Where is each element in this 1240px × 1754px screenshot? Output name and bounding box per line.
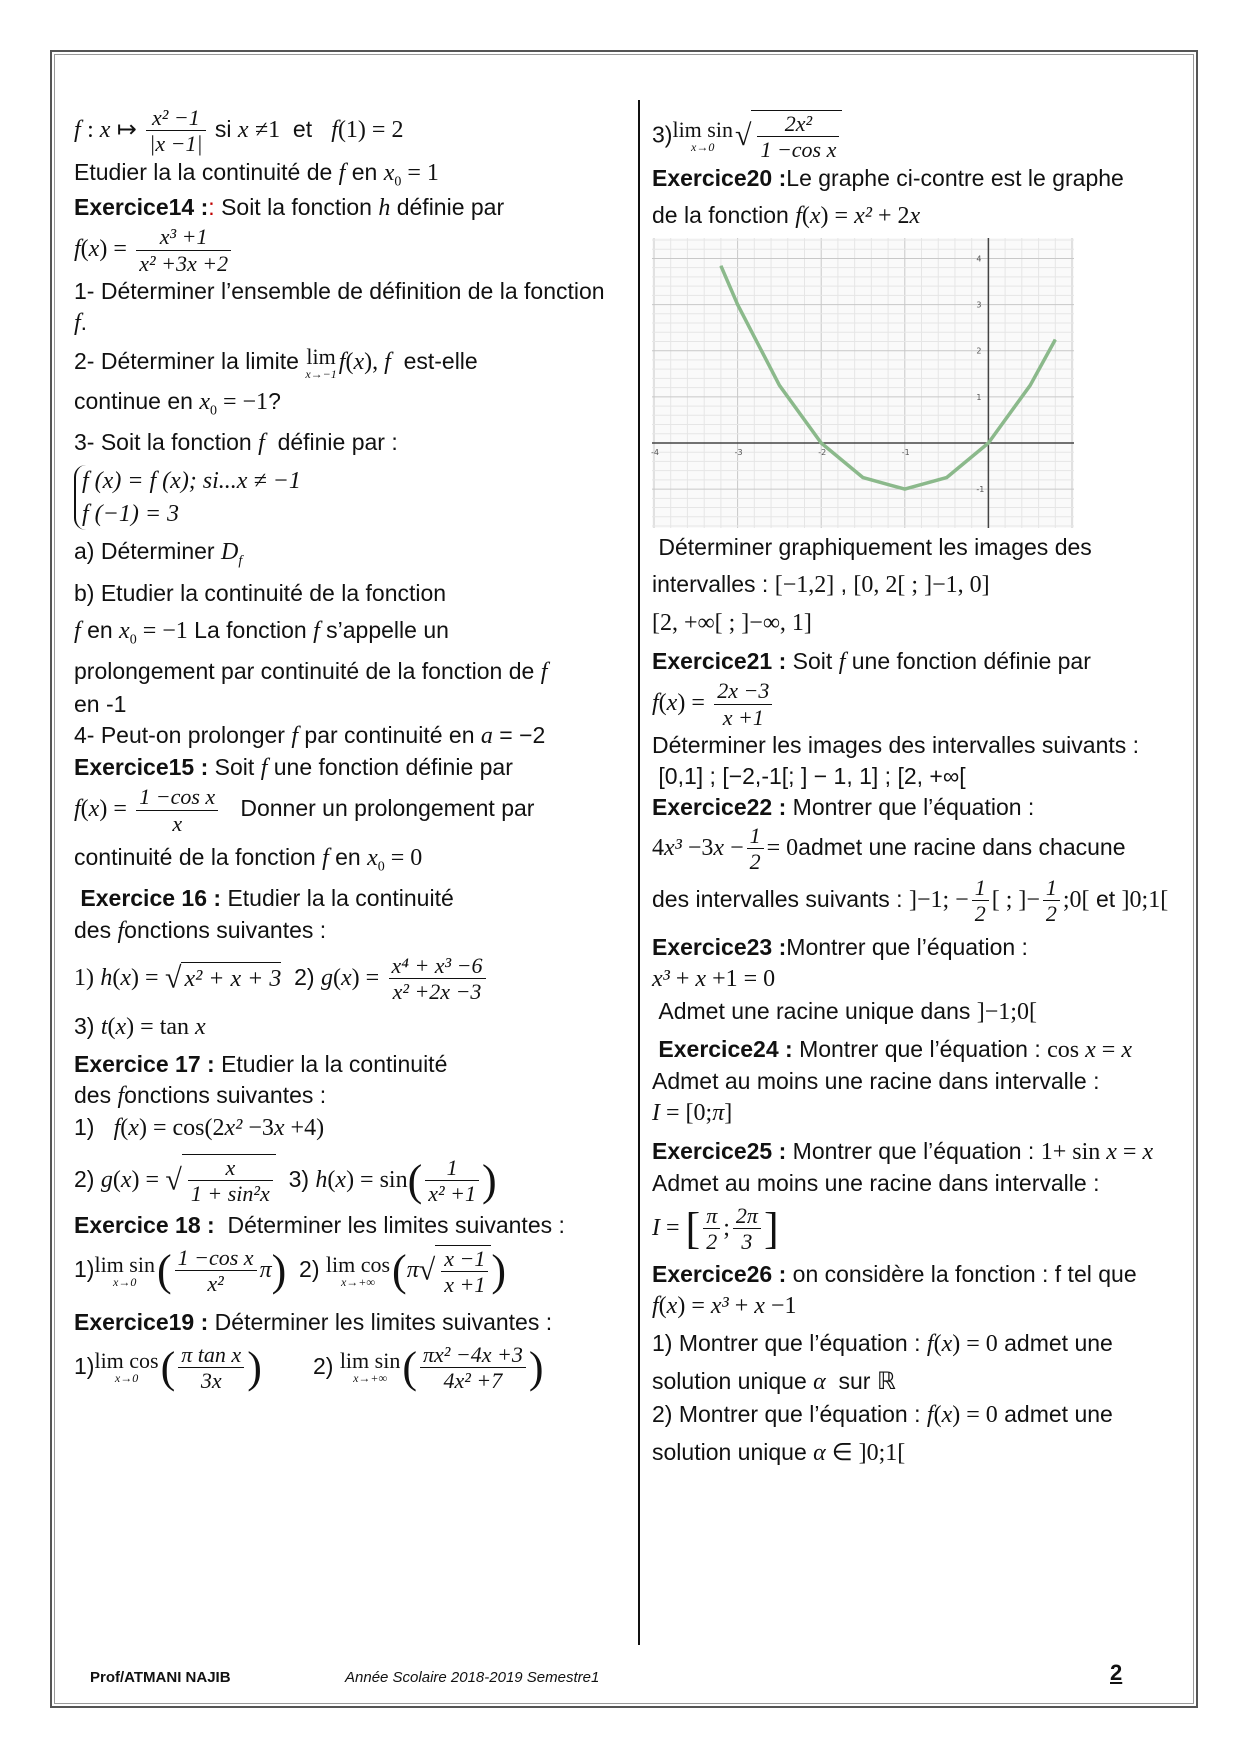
page-number: 2: [1110, 1660, 1123, 1685]
question: Etudier la la continuité de f en $x_0 = 1$: [74, 158, 439, 190]
exercise-20-function: de la fonction f(x) = x² + 2x: [652, 201, 921, 229]
footer-author: Prof/ATMANI NAJIB: [90, 1669, 231, 1686]
exercise-22-title: Exercice22 : Montrer que l’équation :: [652, 793, 1035, 820]
x-tick-label: -3: [734, 447, 743, 457]
curve-point: [946, 477, 947, 478]
y-tick-label: 4: [976, 254, 982, 264]
x-tick-label: -2: [818, 447, 827, 457]
exercise-19-title: Exercice19 : Déterminer les limites suivantes :: [74, 1308, 553, 1335]
exercise-17-text: des fonctions suivantes :: [74, 1081, 327, 1109]
function-definition: f : x ↦ $\frac{\text{x² −1}}{|x -1|}$ si x ≠1 et f(1) = 2: [74, 105, 404, 157]
exercise-26-q1: 1) Montrer que l’équation : f(x) = 0 admet une: [652, 1330, 1113, 1358]
exercise-16-items: 1) h(x) = √ x² + x + 3 2) g(x) = $\frac{\text{x⁴ + x³ −6}}{\text{x² +2x −3}}$: [74, 953, 624, 1005]
exercise-22-intervals: des intervalles suivants : ]−1; − $\frac{1}{2}$ [ ; ]− $\frac{1}{2}$ ;0[ et ]0;1[: [652, 874, 1169, 926]
exercise-14-qa: a) Déterminer $D_f$: [74, 538, 243, 569]
exercise-14-function: f(x) = $\frac{\text{x³ +1}}{\text{x² +3x +2}}$: [74, 224, 624, 276]
exercise-18-title: Exercice 18 : Déterminer les limites suivantes :: [74, 1212, 565, 1239]
exercise-20-q: Déterminer graphiquement les images des: [658, 534, 1092, 561]
exercise-24-title: Exercice24 : Montrer que l’équation : cos x = x: [658, 1036, 1132, 1063]
exercise-14-qb: b) Etudier la continuité de la fonction: [74, 579, 447, 606]
exercise-21-title: Exercice21 : Soit f une fonction définie par: [652, 647, 1091, 675]
exercise-20-intervals: intervalles : [−1,2] , [0, 2[ ; ]−1, 0]: [652, 571, 990, 599]
curve-point: [779, 385, 780, 386]
exercise-26-function: f(x) = x³ + x −1: [652, 1292, 797, 1319]
exercise-26-q2-cont: solution unique α ∈ ]0;1[: [652, 1439, 906, 1467]
exercise-26-q1-cont: solution unique α sur ℝ: [652, 1368, 896, 1396]
exercise-20-title: Exercice20 :Le graphe ci-contre est le graphe: [652, 164, 1124, 191]
exercise-17-items: 2) g(x) = √ $\frac{x}{\text{1 + sin²x}}$ 3) h(x) = sin( $\frac{1}{\text{x² +1}}$ ): [74, 1154, 497, 1207]
curve-point: [1030, 385, 1031, 386]
y-tick-label: -1: [976, 485, 985, 495]
exercise-15-function: f(x) = $\frac{\text{1 −cos x}}{x}$ Donner un prolongement par: [74, 784, 535, 836]
exercise-23-text: Admet une racine unique dans ]−1;0[: [658, 997, 1037, 1025]
curve-point: [720, 265, 721, 266]
column-divider: [638, 100, 640, 1645]
piecewise-definition: f (x) = f (x); si...x ≠ −1 f (−1) = 3: [74, 465, 624, 530]
y-tick-label: 2: [976, 346, 982, 356]
curve-point: [821, 442, 822, 443]
x-tick-label: -1: [901, 447, 910, 457]
exercise-24-interval: I = [0;π]: [652, 1100, 733, 1127]
exercise-14-qb-cont3: en -1: [74, 690, 127, 717]
exercise-21-q: Déterminer les images des intervalles suivants :: [652, 731, 1140, 758]
exercise-14-title: Exercice14 :: Soit la fonction h définie par: [74, 194, 505, 222]
exercise-25-text: Admet au moins une racine dans intervalle :: [652, 1170, 1100, 1197]
exercise-17-item1: 1) f(x) = cos(2x² −3x +4): [74, 1114, 325, 1142]
x-tick-label: -4: [651, 447, 659, 457]
exercise-16-title: Exercice 16 : Etudier la la continuité: [80, 885, 454, 912]
exercise-16-item3: 3) t(x) = tan x: [74, 1012, 206, 1040]
y-tick-label: 1: [976, 392, 982, 402]
exercise-25-title: Exercice25 : Montrer que l’équation : 1+ sin x = x: [652, 1137, 1154, 1165]
curve-point: [737, 304, 738, 305]
exercise-20-intervals2: [2, +∞[ ; ]−∞, 1]: [652, 610, 812, 637]
exercise-21-intervals: [0,1] ; [−2,-1[; ] − 1, 1] ; [2, +∞[: [658, 762, 966, 789]
exercise-17-title: Exercice 17 : Etudier la la continuité: [74, 1050, 448, 1077]
exercise-14-q2-cont: continue en $x_0 = -1$?: [74, 387, 281, 419]
exercise-15-title: Exercice15 : Soit f une fonction définie par: [74, 754, 513, 781]
exercise-14-q1: 1- Déterminer l’ensemble de définition de la fonction f.: [74, 278, 605, 337]
exercise-21-function: f(x) = $\frac{2x -3}{x +1}$: [652, 678, 1192, 730]
exercise-18-items: 1)lim sin x→0 ( $\frac{\text{1 −cos x}}{\text{x²}}$ π) 2) lim cos x→+∞ (π√ $\frac{x -1}{x +1}$ ): [74, 1245, 506, 1297]
exercise-23-title: Exercice23 :Montrer que l’équation :: [652, 934, 1028, 961]
exercise-14-qb-cont2: prolongement par continuité de la fonction de f: [74, 658, 548, 686]
left-column: [74, 105, 624, 1397]
exercise-19-items: 1)lim cos x→0 ( $\frac{\text{π tan x}}{3x}$ ) 2) lim sin x→+∞ ( $\frac{\text{πx² −4x +3}}{\text{4x² +7}}$ ): [74, 1341, 544, 1393]
exercise-23-equation: x³ + x +1 = 0: [652, 966, 776, 993]
exercise-14-q2: 2- Déterminer la limite lim x→−1 f(x), f est-elle: [74, 343, 478, 381]
exercise-14-q4: 4- Peut-on prolonger f par continuité en a = −2: [74, 721, 546, 749]
graph-background: [652, 238, 1074, 528]
exercise-26-q2: 2) Montrer que l’équation : f(x) = 0 admet une: [652, 1400, 1113, 1428]
footer-year: Année Scolaire 2018-2019 Semestre1: [345, 1669, 600, 1686]
exercise-22-equation: 4x³ −3x − $\frac{1}{2}$ = 0admet une racine dans chacune: [652, 822, 1126, 875]
exercise-14-q3: 3- Soit la fonction f définie par :: [74, 428, 398, 456]
curve-point: [988, 442, 989, 443]
right-column: [652, 110, 1192, 1470]
exercise-24-text: Admet au moins une racine dans intervalle :: [652, 1068, 1100, 1095]
parabola-graph: [652, 238, 1074, 528]
exercise-26-title: Exercice26 : on considère la fonction : f tel que: [652, 1260, 1137, 1287]
exercise-14-qb-cont: f en $x_0 = -1$ La fonction f s’appelle un: [74, 616, 449, 648]
curve-point: [904, 489, 905, 490]
exercise-15-cont: continuité de la fonction f en $x_0 = 0$: [74, 843, 423, 875]
curve-point: [863, 477, 864, 478]
exercise-16-text: des fonctions suivantes :: [74, 916, 327, 944]
curve-point: [1055, 339, 1056, 340]
exercise-19-item3: 3)lim sin x→0 √ $\frac{\text{2x²}}{\text{1 −cos x}}$: [652, 110, 1192, 163]
y-tick-label: 3: [976, 300, 982, 310]
exercise-25-interval: I = [ $\frac{\pi}{2}$ ; $\frac{2\pi}{3}$ ]: [652, 1203, 779, 1255]
